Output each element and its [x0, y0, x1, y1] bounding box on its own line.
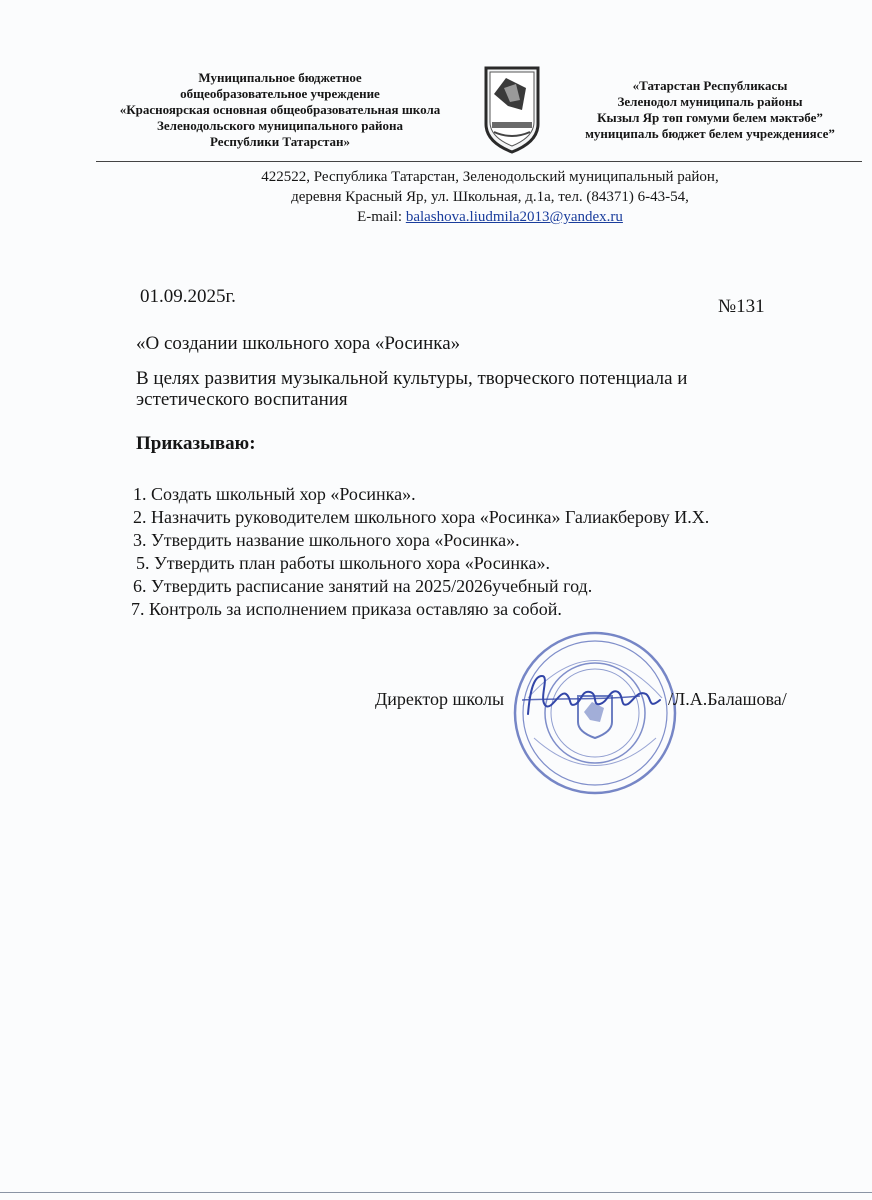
coat-of-arms-icon	[482, 64, 542, 154]
director-name: /Л.А.Балашова/	[668, 689, 787, 709]
email-link[interactable]: balashova.liudmila2013@yandex.ru	[405, 209, 623, 225]
director-label: Директор школы	[375, 689, 505, 709]
header-divider	[96, 161, 862, 162]
order-number: №131	[718, 296, 765, 317]
header-right-line: Кызыл Яр төп гомуми белем мәктәбе”	[597, 110, 823, 125]
director-signature	[520, 670, 670, 722]
header-left-line: Зеленодольского муниципального района	[157, 118, 403, 133]
header-org-name-tt	[560, 78, 860, 142]
header-left-line: Республики Татарстан»	[209, 134, 351, 149]
order-item: 7. Контроль за исполнением приказа оставляю за собой.	[131, 599, 562, 619]
header-org-name-ru	[90, 70, 470, 150]
order-item: 5. Утвердить план работы школьного хора «Росинка».	[136, 553, 550, 573]
header-right-line: муниципаль бюджет белем учреждениясе”	[585, 126, 835, 141]
address-line: 422522, Республика Татарстан, Зеленодольский муниципальный район,	[261, 169, 719, 185]
order-heading: Приказываю:	[136, 433, 256, 454]
email-line	[150, 207, 830, 227]
header-left-line: «Красноярская основная общеобразовательная школа	[119, 102, 441, 117]
header-right-line: Зеленодол муниципаль районы	[617, 94, 803, 109]
address-block	[150, 167, 830, 227]
order-date: 01.09.2025г.	[140, 286, 236, 307]
header-left-line: общеобразовательное учреждение	[180, 86, 380, 101]
order-item: 3. Утвердить название школьного хора «Росинка».	[133, 530, 520, 550]
order-item: 2. Назначить руководителем школьного хора «Росинка» Галиакберову И.Х.	[133, 507, 710, 527]
order-item: 1. Создать школьный хор «Росинка».	[133, 484, 416, 504]
page-bottom-edge	[0, 1192, 872, 1193]
order-purpose: В целях развития музыкальной культуры, творческого потенциала и эстетического воспитания	[136, 368, 688, 410]
order-item: 6. Утвердить расписание занятий на 2025/2026учебный год.	[133, 576, 593, 596]
header-right-line: «Татарстан Республикасы	[632, 78, 788, 93]
order-subject: «О создании школьного хора «Росинка»	[136, 333, 461, 354]
header-left-line: Муниципальное бюджетное	[198, 70, 362, 85]
address-line: деревня Красный Яр, ул. Школьная, д.1а, тел. (84371) 6-43-54,	[291, 189, 689, 205]
email-label: E-mail:	[357, 209, 406, 225]
